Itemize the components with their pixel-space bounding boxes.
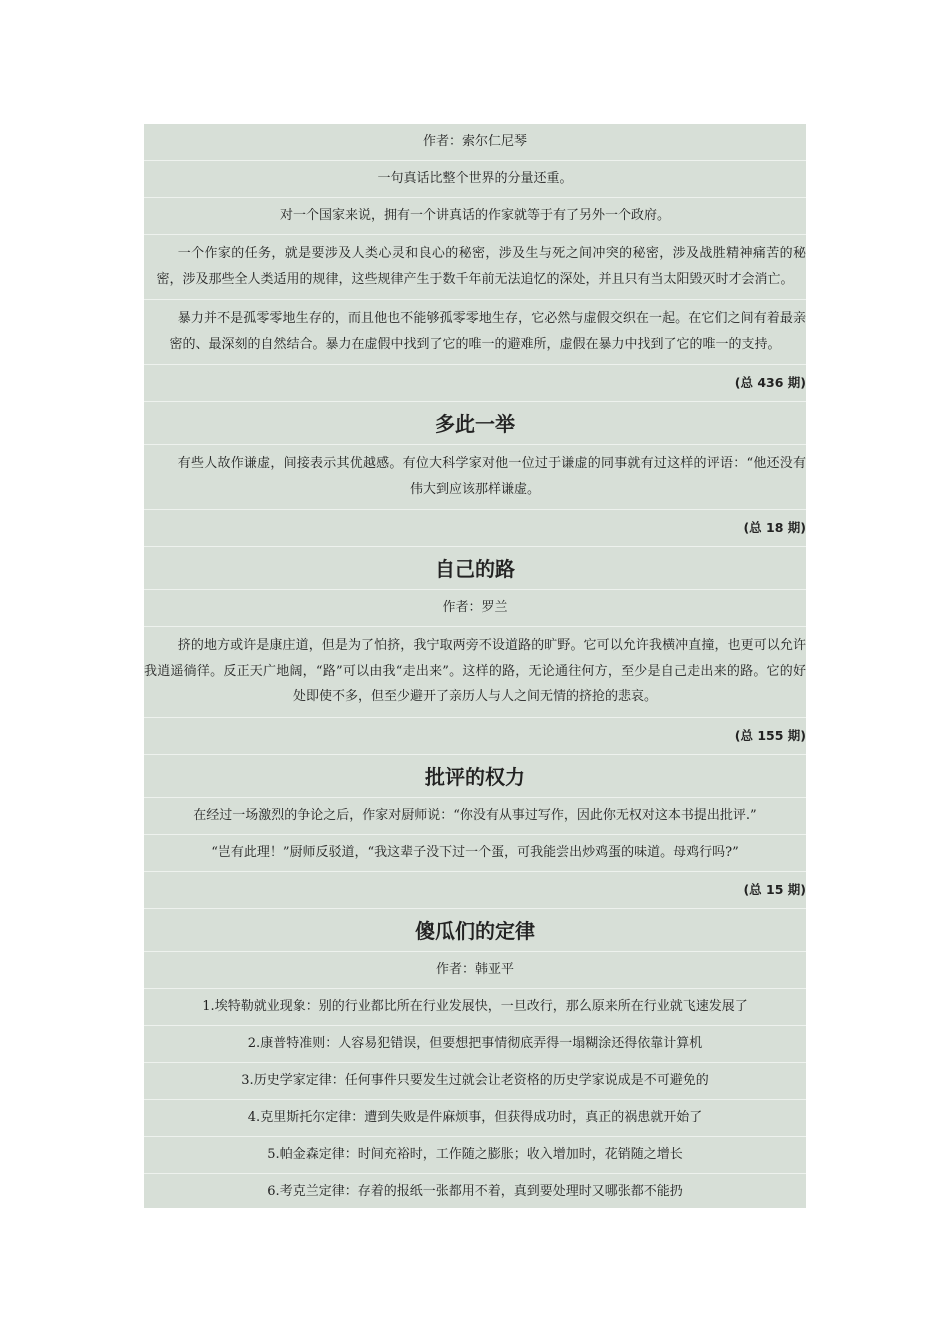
paragraph: 一个作家的任务，就是要涉及人类心灵和良心的秘密，涉及生与死之间冲突的秘密，涉及战胜精神痛苦的秘密，涉及那些全人类适用的规律，这些规律产生于数千年前无法追忆的深处，并且只有当太阳毁灭时才会消亡。 <box>144 235 806 300</box>
law-number: 5. <box>267 1146 280 1162</box>
paragraph: 挤的地方或许是康庄道，但是为了怕挤，我宁取两旁不设道路的旷野。它可以允许我横冲直撞，也更可以允许我逍遥徜徉。反正天广地阔，“路”可以由我“走出来”。这样的路，无论通往何方，至少是自己走出来的路。它的好处即使不多，但至少避开了亲历人与人之间无情的挤抢的悲哀。 <box>144 627 806 718</box>
law-number: 6. <box>267 1183 280 1199</box>
author-line: 作者：罗兰 <box>144 590 806 627</box>
law-text: 考克兰定律：存着的报纸一张都用不着，真到要处理时又哪张都不能扔 <box>279 1183 683 1199</box>
quote: 对一个国家来说，拥有一个讲真话的作家就等于有了另外一个政府。 <box>144 198 806 235</box>
author-line: 作者：韩亚平 <box>144 952 806 989</box>
law-item <box>144 1026 806 1063</box>
law-item <box>144 1174 806 1209</box>
article-title: 批评的权力 <box>144 755 806 798</box>
quote: 一句真话比整个世界的分量还重。 <box>144 161 806 198</box>
paragraph: 有些人故作谦虚，间接表示其优越感。有位大科学家对他一位过于谦虚的同事就有过这样的评语：“他还没有伟大到应该那样谦虚。 <box>144 445 806 510</box>
article-title: 自己的路 <box>144 547 806 590</box>
issue-number: (总 15 期) <box>144 872 806 909</box>
law-number: 2. <box>247 1035 261 1051</box>
paragraph: 暴力并不是孤零零地生存的，而且他也不能够孤零零地生存，它必然与虚假交织在一起。在它们之间有着最亲密的、最深刻的自然结合。暴力在虚假中找到了它的唯一的避难所，虚假在暴力中找到了它的唯一的支持。 <box>144 300 806 365</box>
issue-number: (总 155 期) <box>144 718 806 755</box>
law-text: 克里斯托尔定律：遭到失败是件麻烦事，但获得成功时，真正的祸患就开始了 <box>260 1109 703 1125</box>
author-line: 作者：索尔仁尼琴 <box>144 124 806 161</box>
issue-number: (总 436 期) <box>144 365 806 402</box>
article-title: 多此一举 <box>144 402 806 445</box>
law-number: 1. <box>202 998 215 1014</box>
law-item <box>144 1063 806 1100</box>
law-item <box>144 1100 806 1137</box>
law-text: 康普特准则：人容易犯错误，但要想把事情彻底弄得一塌糊涂还得依靠计算机 <box>260 1035 703 1051</box>
law-item <box>144 1137 806 1174</box>
dialogue-line: 在经过一场激烈的争论之后，作家对厨师说：“你没有从事过写作，因此你无权对这本书提出批评.” <box>144 798 806 835</box>
dialogue-line: “岂有此理！”厨师反驳道，“我这辈子没下过一个蛋，可我能尝出炒鸡蛋的味道。母鸡行吗?” <box>144 835 806 872</box>
document-panel <box>144 124 806 1208</box>
law-number: 3. <box>241 1072 254 1088</box>
law-item <box>144 989 806 1026</box>
law-text: 埃特勒就业现象：别的行业都比所在行业发展快，一旦改行，那么原来所在行业就飞速发展了 <box>214 998 748 1014</box>
law-number: 4. <box>247 1109 261 1125</box>
law-text: 历史学家定律：任何事件只要发生过就会让老资格的历史学家说成是不可避免的 <box>253 1072 709 1088</box>
law-text: 帕金森定律：时间充裕时，工作随之膨胀；收入增加时，花销随之增长 <box>279 1146 683 1162</box>
issue-number: (总 18 期) <box>144 510 806 547</box>
article-title: 傻瓜们的定律 <box>144 909 806 952</box>
